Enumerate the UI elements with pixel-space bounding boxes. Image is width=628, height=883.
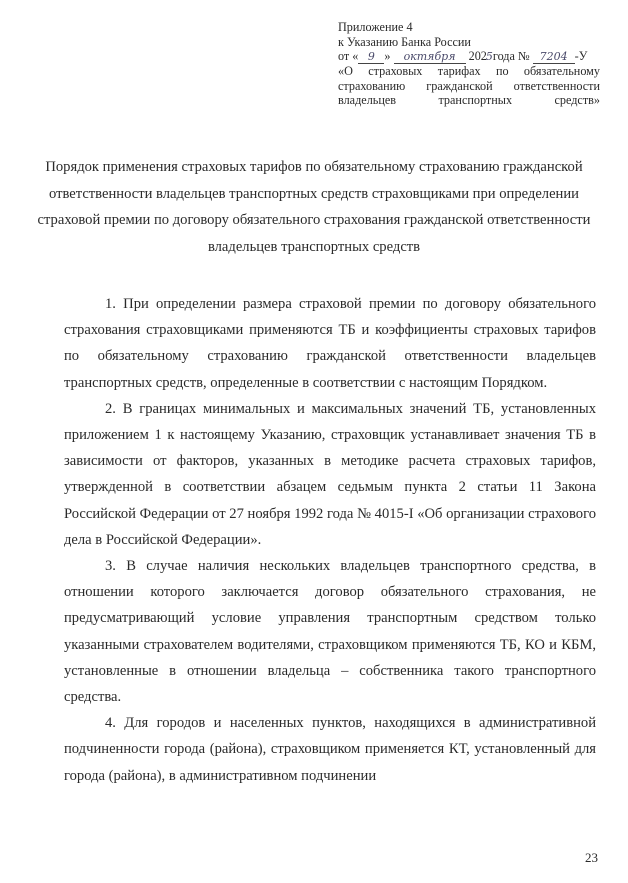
year-prefix: 202 — [468, 49, 487, 64]
paragraph-1: 1. При определении размера страховой премии по договору обязательного страхования страховщиками применяются ТБ и коэффициенты страховых тарифов по обязательному страхованию гражданской ответственности владельцев транспортных средств, определенные в соответствии с настоящим Порядком. — [64, 296, 596, 391]
date-number-line — [338, 49, 600, 64]
handwritten-year-digit: 5 — [485, 50, 493, 64]
document-body — [64, 291, 596, 789]
paragraph-4: 4. Для городов и населенных пунктов, находящихся в административной подчиненности города (района), страховщиком применяется КТ, установленный для города (района), в административном подчинении — [64, 715, 596, 784]
document-header — [338, 20, 600, 108]
appendix-label: Приложение 4 — [338, 20, 413, 34]
year-suffix: года № — [492, 49, 530, 64]
paragraph-2: 2. В границах минимальных и максимальных значений ТБ, установленных приложением 1 к настоящему Указанию, страховщик устанавливает значения ТБ в зависимости от факторов, указанных в методике расчета страховых тарифов, утвержденной в соответствии абзацем седьмым пункта 2 статьи 11 Закона Российской Федерации от 27 ноября 1992 года № 4015-I «Об организации страхового дела в Российской Федерации». — [64, 400, 596, 548]
paragraph-3: 3. В случае наличия нескольких владельцев транспортного средства, в отношении которого заключается договор обязательного страхования, не предусматривающий условие управления транспортным средством только указанными страхователем водителями, страховщиком применяются ТБ, КО и КБМ, установленные в отношении владельца – собственника такого транспортного средства. — [64, 558, 596, 706]
handwritten-day: 9 — [358, 51, 384, 64]
handwritten-month: октября — [394, 51, 466, 64]
date-mid: » — [384, 49, 391, 64]
number-suffix: -У — [574, 49, 588, 64]
date-prefix: от « — [338, 49, 359, 64]
handwritten-number: 7204 — [533, 51, 575, 64]
document-title: Порядок применения страховых тарифов по обязательному страхованию гражданской ответственности владельцев транспортных средств страховщиками при определении страховой премии по договору обязательного страхования гражданской ответственности владельцев транспортных средств — [37, 159, 591, 255]
page-number: 23 — [585, 850, 598, 865]
directive-reference: к Указанию Банка России — [338, 34, 471, 49]
directive-subject: «О страховых тарифах по обязательному страхованию гражданской ответственности владельцев транспортных средств» — [338, 64, 600, 108]
